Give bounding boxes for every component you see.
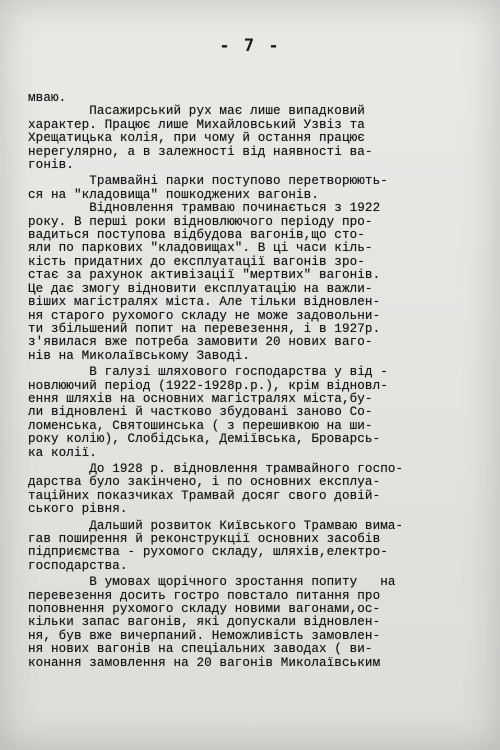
text-line: Це дає змогу відновити експлуатацію на важли- <box>28 281 373 296</box>
text-line: таційних показчиках Трамвай досяг свого довій- <box>28 488 381 503</box>
text-line: поповнення рухомого складу новими вагонами,ос- <box>28 602 381 617</box>
text-line: новлюючий період (1922-1928р.р.), крім відновл- <box>28 378 388 393</box>
text-line: дарства було закінчено, і по основних експлуа- <box>28 475 381 490</box>
text-line: з'явилася вже потреба замовити 20 нових ваго- <box>28 335 373 350</box>
text-line: мваю. <box>28 91 67 105</box>
page-number: - 7 - <box>219 36 281 56</box>
text-line: Відновлення трамваю починається з 1922 <box>28 201 381 216</box>
text-line: ти збільшений попит на перевезення, і в 1927р. <box>28 321 381 336</box>
text-line: перевезення досить гостро повстало питання про <box>28 588 381 603</box>
paragraph <box>28 202 480 363</box>
paragraph <box>28 105 480 172</box>
text-line: ли відновлені й частково збудовані заново Со- <box>28 405 373 420</box>
text-line: вадиться поступова відбудова вагонів,що сто- <box>28 228 365 243</box>
text-line: віших магістралях міста. Але тільки відновлен- <box>28 295 381 310</box>
text-line: року. В перші роки відновлюючого періоду про- <box>28 214 373 229</box>
text-line: характер. Працює лише Михайловський Узвіз та <box>28 117 365 132</box>
paragraph <box>28 463 480 517</box>
text-line: року колію), Слобідська, Деміївська, Броварсь- <box>28 432 381 447</box>
text-line: ення шляхів на основних магістралях міста,бу- <box>28 391 373 406</box>
text-line: підприємства - рухомого складу, шляхів,електро- <box>28 545 388 560</box>
text-line: ня старого рухомого складу не може задовольни- <box>28 308 381 323</box>
text-line: Пасажирський рух має лише випадковий <box>28 104 365 119</box>
paragraph <box>28 576 480 670</box>
text-line: гонів. <box>28 158 74 173</box>
text-line: кість придатних до експлуатації вагонів зро- <box>28 254 365 269</box>
text-line: ломенська, Святошинська ( з перешивкою на ши- <box>28 418 373 433</box>
text-line: ка колії. <box>28 445 97 460</box>
text-line: нів на Миколаївському Заводі. <box>28 348 251 363</box>
text-line: В умовах щорічного зростання попиту на <box>28 575 396 590</box>
text-line: кільки запас вагонів, які допускали відновлен- <box>28 615 381 630</box>
text-line: В галузі шляхового господарства у від - <box>28 365 388 380</box>
text-line: До 1928 р. відновлення трамвайного госпо- <box>28 461 404 476</box>
text-line: ся на "кладовища" пошкоджених вагонів. <box>28 187 319 202</box>
text-line: Дальший розвиток Київського Трамваю вима- <box>28 518 404 533</box>
text-line: господарства. <box>28 558 128 573</box>
text-line: яли по паркових "кладовищах". В ці часи кіль- <box>28 241 373 256</box>
text-line: ня нових вагонів на спеціальних заводах ( ви- <box>28 642 373 657</box>
text-line: Хрещатицька колія, при чому й остання працює <box>28 131 365 146</box>
text-line: ського рівня. <box>28 502 128 517</box>
text-line: гав поширення й реконструкції основних засобів <box>28 532 381 546</box>
paragraph <box>28 366 480 460</box>
paragraph <box>28 520 480 574</box>
paragraph <box>28 175 480 202</box>
text-line: нерегулярно, а в залежності від наявності ва- <box>28 144 373 159</box>
text-line: конання замовлення на 20 вагонів Миколаївським <box>28 655 381 670</box>
text-line: Трамвайні парки поступово перетворюють- <box>28 174 388 189</box>
document-body <box>28 92 480 670</box>
text-line: ня, був вже вичерпаний. Неможливість замовлен- <box>28 628 381 643</box>
text-line: стає за рахунок активізації "мертвих" вагонів. <box>28 268 381 283</box>
